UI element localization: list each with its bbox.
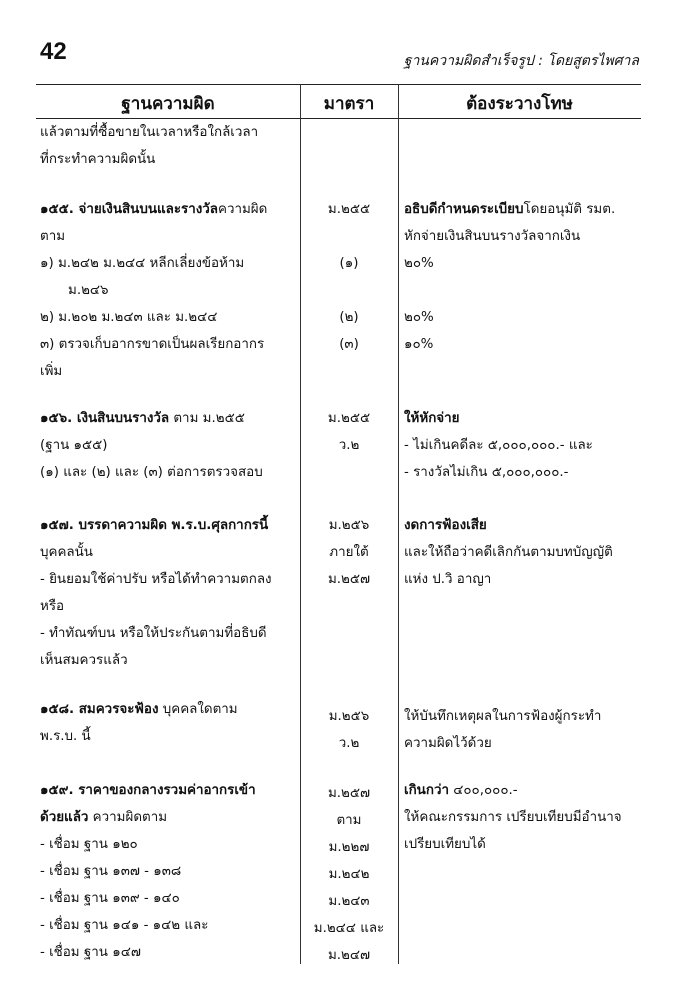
section-ref: ม.๒๕๖ xyxy=(328,709,370,724)
section-ref: ภายใต้ xyxy=(329,545,369,560)
continuation-text xyxy=(40,119,298,173)
penalty-heading: ให้หักจ่าย xyxy=(404,411,460,426)
text-line: - ยินยอมใช้ค่าปรับ หรือได้ทำความตกลง xyxy=(40,572,272,587)
text-line: เห็นสมควรแล้ว xyxy=(40,653,128,668)
entry-heading-rest: ความผิด xyxy=(217,202,268,217)
text-line: และให้ถือว่าคดีเลิกกันตามบทบัญญัติ xyxy=(404,545,613,560)
section-ref: ม.๒๕๕ xyxy=(327,411,371,426)
running-header: ฐานความผิดสำเร็จรูป : โดยสูตรไพศาล xyxy=(403,53,639,69)
entry-159-section xyxy=(300,780,398,969)
text-line: แห่ง ป.วิ อาญา xyxy=(404,572,492,587)
list-item: - เชื่อม ฐาน ๑๒๐ xyxy=(40,837,138,852)
penalty-heading: อธิบดีกำหนดระเบียบ xyxy=(404,202,524,217)
penalty-text: โดยอนุมัติ รมต. xyxy=(523,202,616,217)
text-line: ตาม xyxy=(40,229,66,244)
entry-157-offense xyxy=(40,512,298,674)
entry-158-offense xyxy=(40,696,298,750)
column-divider xyxy=(398,84,399,964)
text-line: ความผิดไว้ด้วย xyxy=(404,736,492,751)
section-ref: ม.๒๕๕ xyxy=(327,202,371,217)
percentage: ๒๐% xyxy=(404,310,434,325)
text-line: ให้บันทึกเหตุผลในการฟ้องผู้กระทำ xyxy=(404,709,602,724)
penalty-heading: งดการฟ้องเสีย xyxy=(404,518,487,533)
section-ref: ม.๒๔๒ xyxy=(328,867,370,882)
section-ref: ม.๒๔๗ xyxy=(327,948,371,963)
text-line: เพิ่ม xyxy=(40,364,63,379)
entry-157-section xyxy=(300,512,398,593)
text-line: ๒) ม.๒๐๒ ม.๒๔๓ และ ม.๒๔๔ xyxy=(40,310,218,325)
text-line: - รางวัลไม่เกิน ๕,๐๐๐,๐๐๐.- xyxy=(404,465,569,480)
list-item: - เชื่อม ฐาน ๑๓๗ - ๑๓๘ xyxy=(40,864,182,879)
text-line: ม.๒๔๖ xyxy=(68,283,109,298)
section-ref: ว.๒ xyxy=(338,736,360,751)
text-line: ให้คณะกรรมการ เปรียบเทียบมีอำนาจ xyxy=(404,810,622,825)
text-line: หักจ่ายเงินสินบนรางวัลจากเงิน xyxy=(404,229,581,244)
column-header-penalty: ต้องระวางโทษ xyxy=(466,94,573,114)
section-ref: (๓) xyxy=(339,337,359,352)
entry-heading-rest: ความผิดตาม xyxy=(88,810,168,825)
percentage: ๑๐% xyxy=(404,337,434,352)
text-line: - ไม่เกินคดีละ ๕,๐๐๐,๐๐๐.- และ xyxy=(404,438,593,453)
page-number: 42 xyxy=(40,38,67,65)
text-line: แล้วตามที่ซื้อขายในเวลาหรือใกล้เวลา xyxy=(40,125,259,140)
list-item: - เชื่อม ฐาน ๑๔๑ - ๑๔๒ และ xyxy=(40,918,209,933)
section-ref: ม.๒๒๗ xyxy=(328,840,370,855)
entry-156-offense xyxy=(40,405,298,486)
entry-heading-rest: ตาม ม.๒๕๕ xyxy=(169,411,245,426)
entry-159-offense xyxy=(40,777,298,966)
entry-158-section xyxy=(300,703,398,757)
entry-heading: ๑๕๖. เงินสินบนรางวัล xyxy=(40,411,170,426)
section-ref: ม.๒๕๗ xyxy=(327,572,371,587)
text-line: ที่กระทำความผิดนั้น xyxy=(40,152,156,167)
section-ref: ม.๒๔๓ xyxy=(328,894,370,909)
section-ref: ว.๒ xyxy=(338,438,360,453)
entry-heading: ๑๕๕. จ่ายเงินสินบนและรางวัล xyxy=(40,202,218,217)
entry-158-penalty xyxy=(404,703,644,757)
section-ref: (๒) xyxy=(339,310,359,325)
entry-155-section xyxy=(300,196,398,358)
text-line: ๑) ม.๒๔๒ ม.๒๔๔ หลีกเลี่ยงข้อห้าม xyxy=(40,256,245,271)
table-top-rule xyxy=(36,84,641,85)
text-line: (๑) และ (๒) และ (๓) ต่อการตรวจสอบ xyxy=(40,465,263,480)
entry-156-penalty xyxy=(404,405,644,486)
entry-heading: ๑๕๙. ราคาของกลางรวมค่าอากรเข้า xyxy=(40,783,256,798)
entry-155-offense xyxy=(40,196,298,385)
section-ref: ตาม xyxy=(336,813,362,828)
list-item: - เชื่อม ฐาน ๑๔๗ xyxy=(40,945,141,960)
entry-heading: ๑๕๗. บรรดาความผิด พ.ร.บ.ศุลกากรนี้ xyxy=(40,518,269,533)
entry-159-penalty xyxy=(404,777,644,858)
section-ref: (๑) xyxy=(339,256,359,271)
text-line: (ฐาน ๑๕๕) xyxy=(40,438,108,453)
column-header-offense: ฐานความผิด xyxy=(121,94,215,114)
column-header-section: มาตรา xyxy=(323,94,375,114)
text-line: พ.ร.บ. นี้ xyxy=(40,729,91,744)
section-ref: ม.๒๕๗ xyxy=(327,786,371,801)
penalty-amount: ๔๐๐,๐๐๐.- xyxy=(448,783,518,798)
text-line: เปรียบเทียบได้ xyxy=(404,837,486,852)
entry-155-penalty xyxy=(404,196,644,358)
entry-heading-rest: บุคคลใดตาม xyxy=(158,702,238,717)
text-line: - ทำทัณฑ์บน หรือให้ประกันตามที่อธิบดี xyxy=(40,626,267,641)
entry-156-section xyxy=(300,405,398,459)
entry-heading: ๑๕๘. สมควรจะฟ้อง xyxy=(40,702,159,717)
section-ref: ม.๒๕๖ xyxy=(328,518,370,533)
percentage: ๒๐% xyxy=(404,256,434,271)
entry-heading: ด้วยแล้ว xyxy=(40,810,89,825)
penalty-heading: เกินกว่า xyxy=(404,783,449,798)
text-line: ๓) ตรวจเก็บอากรขาดเป็นผลเรียกอากร xyxy=(40,337,265,352)
section-ref: ม.๒๔๔ และ xyxy=(313,921,385,936)
list-item: - เชื่อม ฐาน ๑๓๙ - ๑๔๐ xyxy=(40,891,180,906)
text-line: บุคคลนั้น xyxy=(40,545,93,560)
text-line: หรือ xyxy=(40,599,65,614)
entry-157-penalty xyxy=(404,512,644,593)
